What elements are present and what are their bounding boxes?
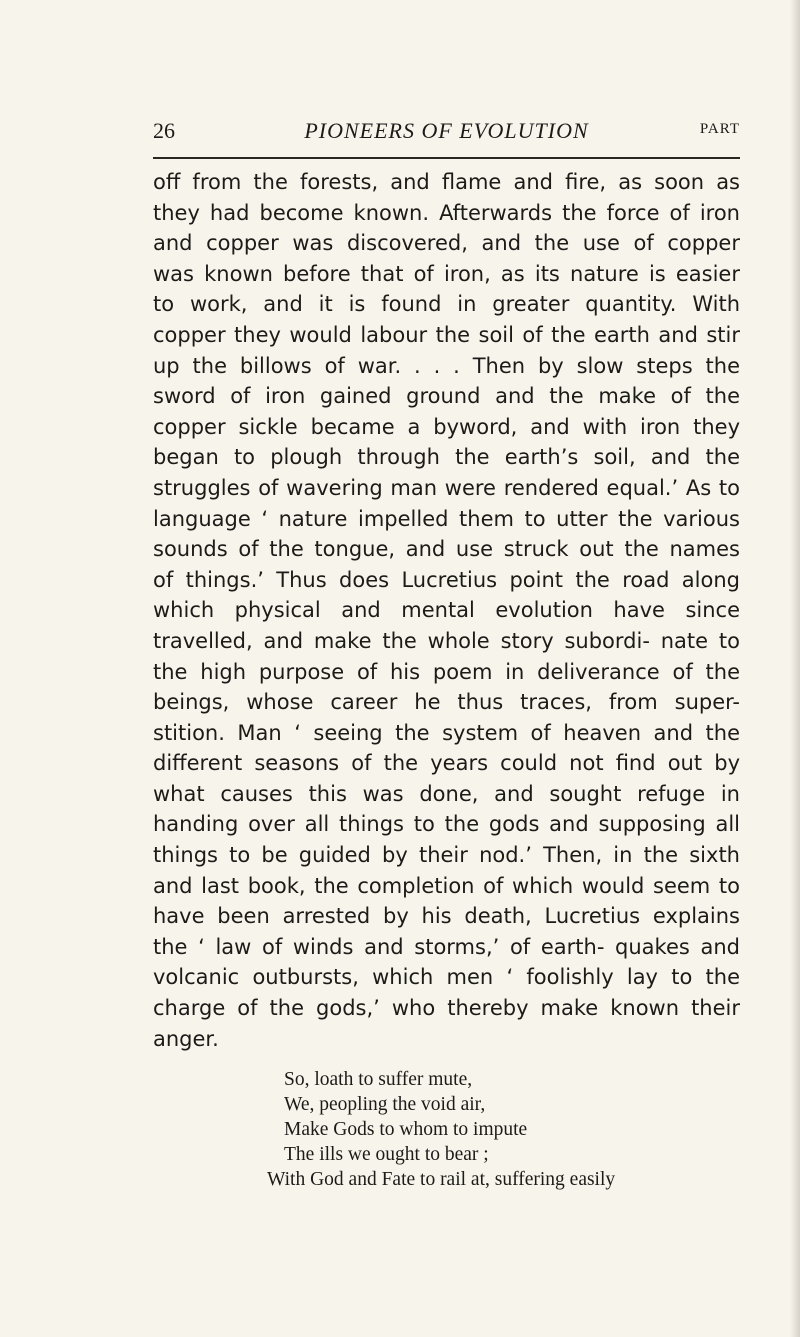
- page-number: 26: [153, 118, 175, 143]
- verse-quotation: [267, 1067, 740, 1192]
- part-label: PART: [699, 121, 740, 137]
- header-rule: [153, 157, 740, 159]
- verse-line: The ills we ought to bear ;: [284, 1144, 489, 1165]
- running-head: [153, 118, 740, 148]
- verse-line: With God and Fate to rail at, suffering easily: [267, 1169, 616, 1190]
- body-paragraph: off from the forests, and flame and fire, as soon as they had become known. Afterwards the force of iron and copper was discovered, and the use of copper was known before that of iron, as its nature is easier to work, and it is found in greater quantity. With copper they would labour the soil of the earth and stir up the billows of war. . . . Then by slow steps the sword of iron gained ground and the make of the copper sickle became a byword, and with iron they began to plough through the earth’s soil, and the struggles of wavering man were rendered equal.’ As to language ‘ nature impelled them to utter the various sounds of the tongue, and use struck out the names of things.’ Thus does Lucretius point the road along which physical and mental evolution have since travelled, and make the whole story subordi- nate to the high purpose of his poem in deliverance of the beings, whose career he thus traces, from super- stition. Man ‘ seeing the system of heaven and the different seasons of the years could not find out by what causes this was done, and sought refuge in handing over all things to the gods and supposing all things to be guided by their nod.’ Then, in the sixth and last book, the completion of which would seem to have been arrested by his death, Lucretius explains the ‘ law of winds and storms,’ of earth- quakes and volcanic outbursts, which men ‘ foolishly lay to the charge of the gods,’ who thereby make known their anger.: [153, 170, 740, 1051]
- page-edge-shadow: [790, 0, 800, 1337]
- verse-line: Make Gods to whom to impute: [284, 1119, 528, 1140]
- book-title: PIONEERS OF EVOLUTION: [304, 118, 589, 143]
- verse-line: We, peopling the void air,: [284, 1094, 486, 1115]
- verse-line: So, loath to suffer mute,: [284, 1069, 473, 1090]
